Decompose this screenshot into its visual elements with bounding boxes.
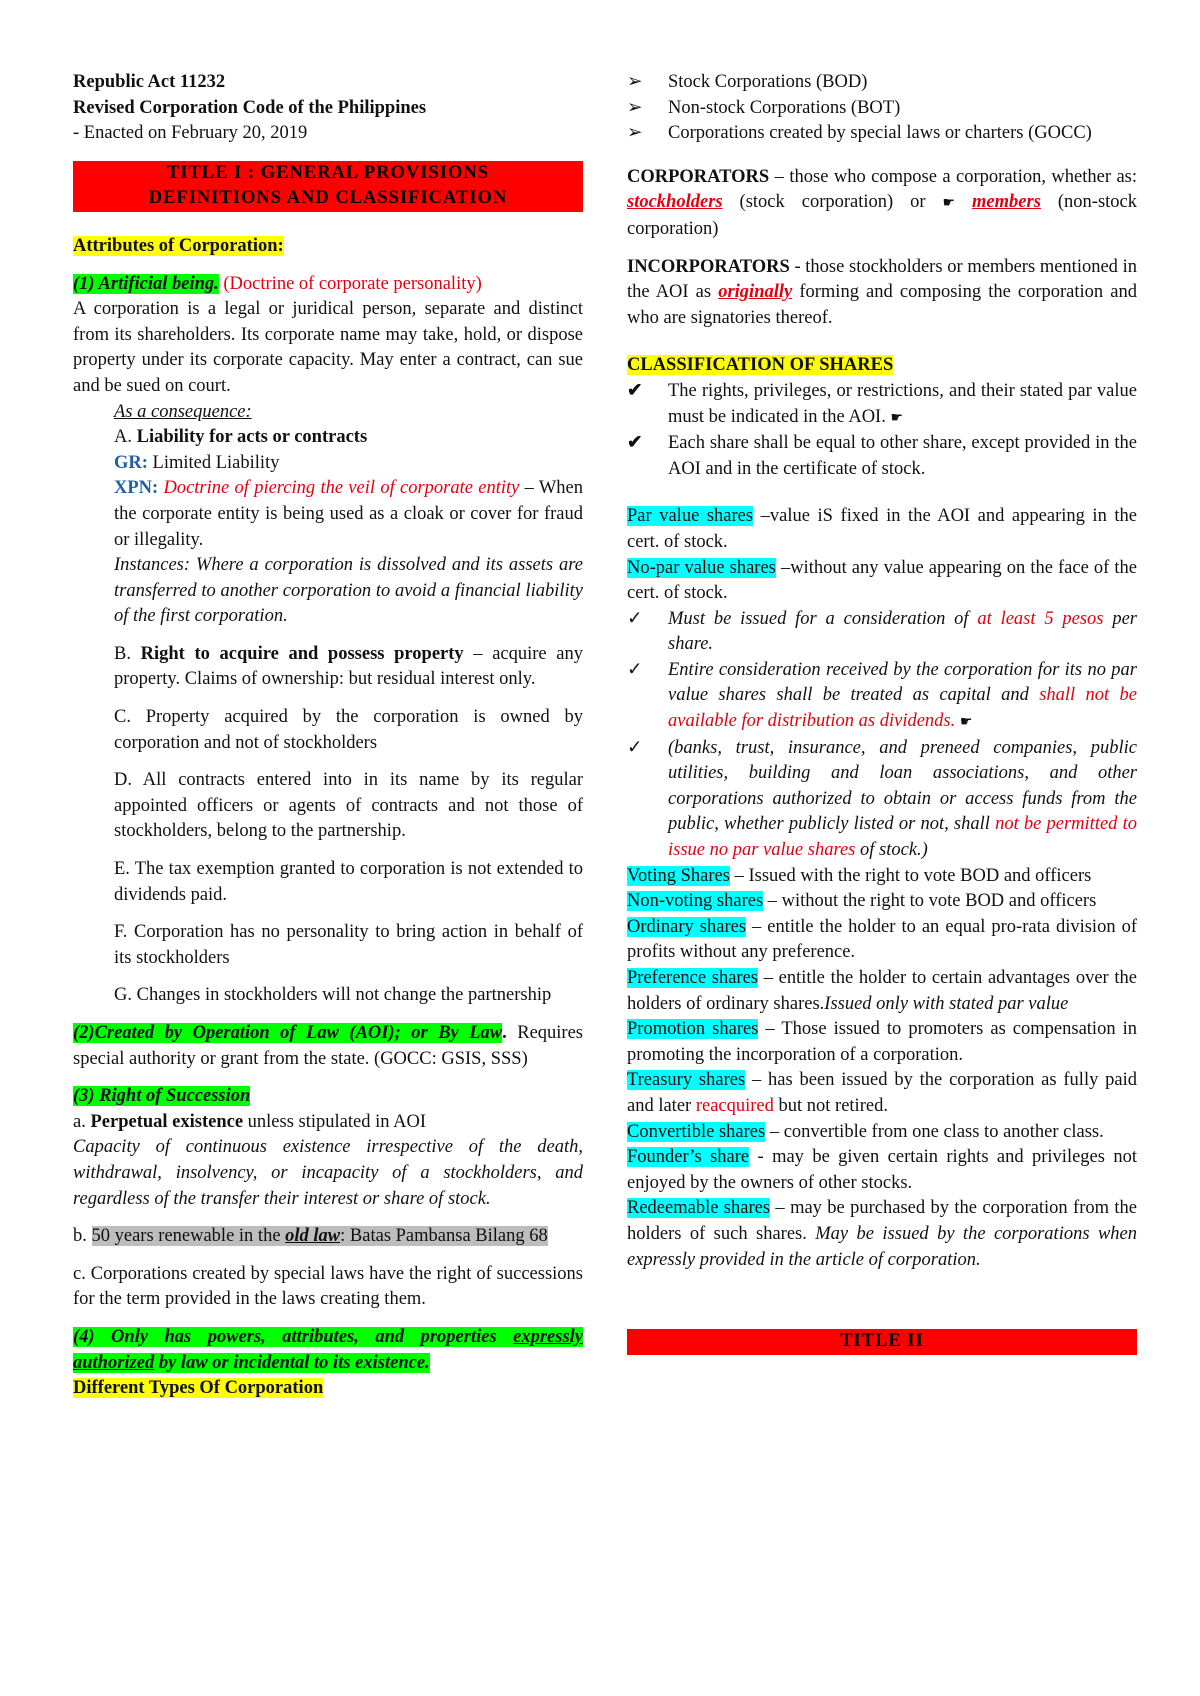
corporators [627, 165, 1137, 243]
check-icon: ✓ [627, 737, 643, 758]
convertible-shares [627, 1120, 1137, 1146]
preference-shares-label: Preference shares [627, 968, 759, 988]
no-par-check-3 [627, 736, 1137, 864]
a3-a-text: unless stipulated in AOI [243, 1111, 426, 1132]
type-item [627, 70, 1137, 96]
act-title: Republic Act 11232 [73, 72, 226, 92]
ordinary-shares-text: – entitle the holder to an equal pro-rata division of profits without any preference. [627, 916, 1137, 963]
nonvoting-shares [627, 889, 1137, 915]
enacted-date: - Enacted on February 20, 2019 [73, 123, 308, 144]
treasury-shares-label: Treasury shares [627, 1070, 746, 1091]
instances-text: Instances: Where a corporation is dissolved and its assets are transferred to another corporation to avoid a financial liability of the first corporation. [114, 555, 583, 627]
attribute-2-text: Requires special authority or grant from the state. (GOCC: GSIS, SSS) [73, 1023, 584, 1069]
originally-term: originally [718, 282, 793, 303]
attribute-1 [73, 272, 583, 298]
preference-shares [627, 966, 1137, 1017]
no-par-c1a: Must be issued for a consideration of [668, 608, 978, 629]
type-stock: Stock Corporations (BOD) [668, 72, 868, 92]
item-b-title: Right to acquire and possess property [140, 643, 464, 664]
stockholders-term: stockholders [627, 192, 723, 213]
redeemable-shares-label: Redeemable shares [627, 1198, 771, 1219]
title-2-banner: TITLE II [627, 1329, 1137, 1355]
founders-share-text: - may be given certain rights and privileges not enjoyed by the owners of other stocks. [627, 1147, 1137, 1193]
promotion-shares-text: – Those issued to promoters as compensation in promoting the incorporation of a corporation. [627, 1019, 1137, 1065]
a3-a-letter: a. [73, 1111, 91, 1132]
no-par-check-1 [627, 607, 1137, 658]
xpn-text: – When the corporate entity is being used as a cloak or cover for fraud or illegality. [114, 478, 583, 550]
types-heading: Different Types Of Corporation [73, 1378, 324, 1399]
founders-share-label: Founder’s share [627, 1147, 750, 1168]
members-term: members [972, 192, 1041, 213]
item-e: E. The tax exemption granted to corporation is not extended to dividends paid. [114, 859, 583, 905]
code-title: Revised Corporation Code of the Philippines [73, 97, 427, 118]
arrow-bullet-icon: ➢ [627, 97, 643, 118]
convertible-shares-text: – convertible from one class to another class. [765, 1121, 1104, 1142]
attribute-4-part3: by law or incidental to its existence. [154, 1352, 430, 1373]
share-check-1: The rights, privileges, or restrictions, and their stated par value must be indicated in the AOI. [668, 380, 1137, 427]
item-b-letter: B. [114, 643, 141, 664]
capacity-text: Capacity of continuous existence irrespective of the death, withdrawal, insolvency, or incapacity of a stockholders, and regardless of the transfer their interest or share of stock. [73, 1137, 583, 1209]
redeemable-shares-text: – may be purchased by the corporation from the holders of such shares. [627, 1198, 1137, 1244]
check-icon: ✓ [627, 659, 643, 680]
redeemable-shares-note: May be issued by the corporations when expressly provided in the article of corporation. [627, 1223, 1137, 1270]
attribute-4 [73, 1325, 583, 1376]
right-column [627, 70, 1137, 1355]
voting-shares-label: Voting Shares [627, 865, 730, 886]
type-item [627, 96, 1137, 122]
share-check-item [627, 431, 1137, 482]
shares-heading: CLASSIFICATION OF SHARES [627, 355, 894, 376]
piercing-veil-doctrine: Doctrine of piercing the veil of corporate entity [158, 478, 520, 499]
no-par-value-text: –without any value appearing on the face of the cert. of stock. [627, 557, 1137, 604]
a3-b [73, 1224, 583, 1250]
gr-label: GR: [114, 452, 148, 473]
attributes-heading: Attributes of Corporation: [73, 235, 284, 256]
preference-shares-note: Issued only with stated par value [824, 993, 1069, 1014]
treasury-shares-text1: – has been issued by the corporation as fully paid and later [627, 1070, 1137, 1116]
par-value-label: Par value shares [627, 506, 754, 527]
attribute-1-label: (1) Artificial being. [73, 273, 219, 294]
attribute-2-label: (2)Created by Operation of Law (AOI); or By Law [73, 1023, 503, 1043]
treasury-shares-text2: but not retired. [773, 1095, 888, 1116]
expressly-authorized: expressly authorized [73, 1326, 583, 1373]
check-icon: ✓ [627, 608, 643, 629]
left-column [73, 70, 583, 1402]
promotion-shares-label: Promotion shares [627, 1019, 759, 1040]
pointing-hand-icon: ☛ [942, 195, 956, 212]
founders-share [627, 1145, 1137, 1196]
check-icon: ✔ [627, 433, 643, 454]
voting-shares [627, 864, 1137, 890]
type-item [627, 121, 1137, 147]
perpetual-existence: Perpetual existence [90, 1111, 244, 1132]
nonvoting-shares-text: – without the right to vote BOD and officers [763, 891, 1097, 912]
share-check-item [627, 379, 1137, 431]
no-par-value [627, 556, 1137, 607]
no-par-value-label: No-par value shares [627, 557, 776, 578]
no-par-c3a: (banks, trust, insurance, and preneed companies, public utilities, building and loan associations, and other corporations authorized to obtain or access funds from the public, whether publicly listed or not, shall [668, 737, 1137, 835]
incorporators [627, 255, 1137, 332]
attribute-1-text: A corporation is a legal or juridical person, separate and distinct from its shareholders. Its corporate name may take, hold, or dispose property under its corporate capacity. May enter a contract, can sue and be sued on court. [73, 299, 583, 396]
preference-shares-text: – entitle the holder to certain advantages over the holders of ordinary shares. [627, 968, 1138, 1014]
convertible-shares-label: Convertible shares [627, 1121, 766, 1142]
title-1-banner [73, 161, 583, 212]
not-permitted-no-par: not be permitted to issue no par value shares [668, 814, 1137, 861]
check-icon: ✔ [627, 380, 643, 401]
voting-shares-text: – Issued with the right to vote BOD and officers [729, 865, 1092, 886]
no-par-check-2 [627, 658, 1137, 736]
a3-c: c. Corporations created by special laws have the right of successions for the term provided in the laws creating them. [73, 1263, 583, 1310]
pointing-hand-icon: ☛ [959, 714, 973, 731]
gr-text: Limited Liability [147, 452, 280, 473]
arrow-bullet-icon: ➢ [627, 72, 643, 92]
item-a-title: Liability for acts or contracts [136, 427, 368, 448]
batas-pambansa: : Batas Pambansa Bilang 68 [340, 1226, 548, 1247]
title-1-line1: TITLE I : GENERAL PROVISIONS [166, 162, 490, 183]
incorporators-text2: forming and composing the corporation and who are signatories thereof. [627, 282, 1137, 328]
par-value [627, 504, 1137, 555]
corporators-text3: (non-stock corporation) [627, 192, 1137, 239]
no-par-c2a: Entire consideration received by the corporation for its no par value shares shall be treated as capital and [668, 659, 1137, 706]
attribute-2 [73, 1021, 583, 1072]
at-least-5-pesos: at least 5 pesos [977, 608, 1104, 629]
corporators-label: CORPORATORS [627, 166, 770, 187]
corporators-text1: – those who compose a corporation, whether as: [769, 166, 1137, 187]
type-nonstock: Non-stock Corporations (BOT) [668, 97, 901, 118]
title-1-line2: DEFINITIONS AND CLASSIFICATION [148, 188, 508, 209]
attribute-4-part1: (4) Only has powers, attributes, and properties [73, 1326, 514, 1347]
treasury-shares [627, 1068, 1137, 1119]
par-value-text: –value iS fixed in the AOI and appearing in the cert. of stock. [627, 506, 1137, 552]
pointing-hand-icon: ☛ [890, 409, 904, 426]
old-law: old law [285, 1226, 341, 1247]
item-a-letter: A. [114, 427, 137, 448]
redeemable-shares [627, 1196, 1137, 1273]
arrow-bullet-icon: ➢ [627, 123, 643, 144]
no-par-c3c: of stock.) [855, 840, 928, 861]
item-d: D. All contracts entered into in its name by its regular appointed officers or agents of contracts and not those of stockholders, belong to the partnership. [114, 770, 583, 842]
not-available-dividends: shall not be available for distribution as dividends. [668, 685, 1137, 732]
item-c: C. Property acquired by the corporation is owned by corporation and not of stockholders [114, 707, 583, 753]
share-check-2: Each share shall be equal to other share, except provided in the AOI and in the certificate of stock. [668, 433, 1137, 479]
incorporators-text1: - those stockholders or members mentioned in the AOI as [627, 256, 1137, 303]
a3-b-letter: b. [73, 1226, 92, 1247]
type-gocc: Corporations created by special laws or charters (GOCC) [668, 123, 1092, 144]
incorporators-label: INCORPORATORS [627, 256, 790, 277]
a3-b-text: 50 years renewable in the [91, 1226, 286, 1247]
item-b-text: – acquire any property. Claims of ownership: but residual interest only. [114, 643, 583, 690]
nonvoting-shares-label: Non-voting shares [627, 891, 764, 912]
corporators-text2: (stock corporation) or [722, 192, 943, 213]
ordinary-shares [627, 915, 1137, 966]
ordinary-shares-label: Ordinary shares [627, 916, 747, 937]
xpn-label: XPN: [114, 478, 159, 499]
no-par-c1c: per share. [668, 608, 1137, 655]
doctrine-corporate-personality: (Doctrine of corporate personality) [218, 273, 482, 294]
item-g: G. Changes in stockholders will not change the partnership [114, 985, 552, 1006]
reacquired-term: reacquired [695, 1095, 774, 1116]
item-f: F. Corporation has no personality to bring action in behalf of its stockholders [114, 922, 583, 968]
consequence-label: As a consequence: [114, 401, 252, 422]
promotion-shares [627, 1017, 1137, 1068]
attribute-3-label: (3) Right of Succession [73, 1086, 251, 1107]
attribute-2-period: . [502, 1023, 507, 1043]
